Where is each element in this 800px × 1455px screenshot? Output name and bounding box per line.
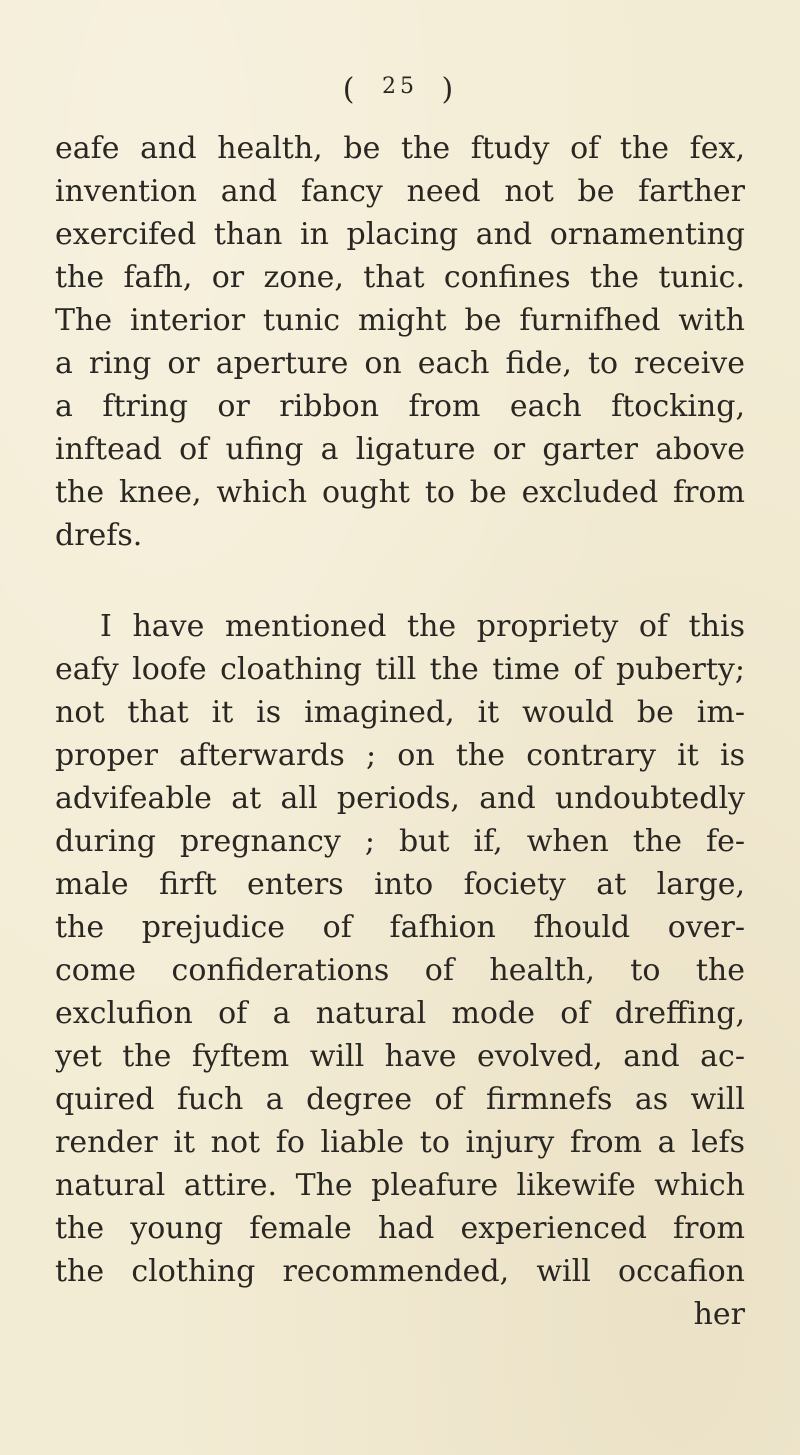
page-number: 25 xyxy=(382,74,418,99)
text-line: exclufion of a natural mode of dreffing, xyxy=(55,996,745,1031)
text-line: advifeable at all periods, and undoubtedly xyxy=(55,781,745,816)
text-line: eafe and health, be the ftudy of the fex, xyxy=(55,131,745,166)
text-line: quired fuch a degree of firmnefs as will xyxy=(55,1082,745,1117)
text-line: the prejudice of fafhion fhould over- xyxy=(55,910,745,945)
text-line: the fafh, or zone, that confines the tunic. xyxy=(55,260,745,295)
text-line: a ring or aperture on each fide, to receive xyxy=(55,346,745,381)
text-line: proper afterwards ; on the contrary it is xyxy=(55,738,745,773)
text-line: a ftring or ribbon from each ftocking, xyxy=(55,389,745,424)
text-line: the young female had experienced from xyxy=(55,1211,745,1246)
text-line: natural attire. The pleafure likewife which xyxy=(55,1168,745,1203)
text-line: exercifed than in placing and ornamenting xyxy=(55,217,745,252)
text-line: I have mentioned the propriety of this xyxy=(100,609,745,644)
text-line: during pregnancy ; but if, when the fe- xyxy=(55,824,745,859)
page-number-header xyxy=(0,72,800,107)
catchword: her xyxy=(693,1297,745,1332)
header-close-paren: ) xyxy=(441,72,458,107)
text-line: the knee, which ought to be excluded from xyxy=(55,475,745,510)
text-line: drefs. xyxy=(55,518,143,553)
text-line: the clothing recommended, will occafion xyxy=(55,1254,745,1289)
text-line: eafy loofe cloathing till the time of puberty; xyxy=(55,652,745,687)
text-line: male firft enters into fociety at large, xyxy=(55,867,745,902)
text-line: render it not fo liable to injury from a lefs xyxy=(55,1125,745,1160)
text-line: come confiderations of health, to the xyxy=(55,953,745,988)
text-line: yet the fyftem will have evolved, and ac- xyxy=(55,1039,745,1074)
text-line: not that it is imagined, it would be im- xyxy=(55,695,745,730)
header-open-paren: ( xyxy=(342,72,359,107)
text-line: The interior tunic might be furnifhed with xyxy=(55,303,745,338)
text-line: inftead of ufing a ligature or garter above xyxy=(55,432,745,467)
text-line: invention and fancy need not be farther xyxy=(55,174,745,209)
